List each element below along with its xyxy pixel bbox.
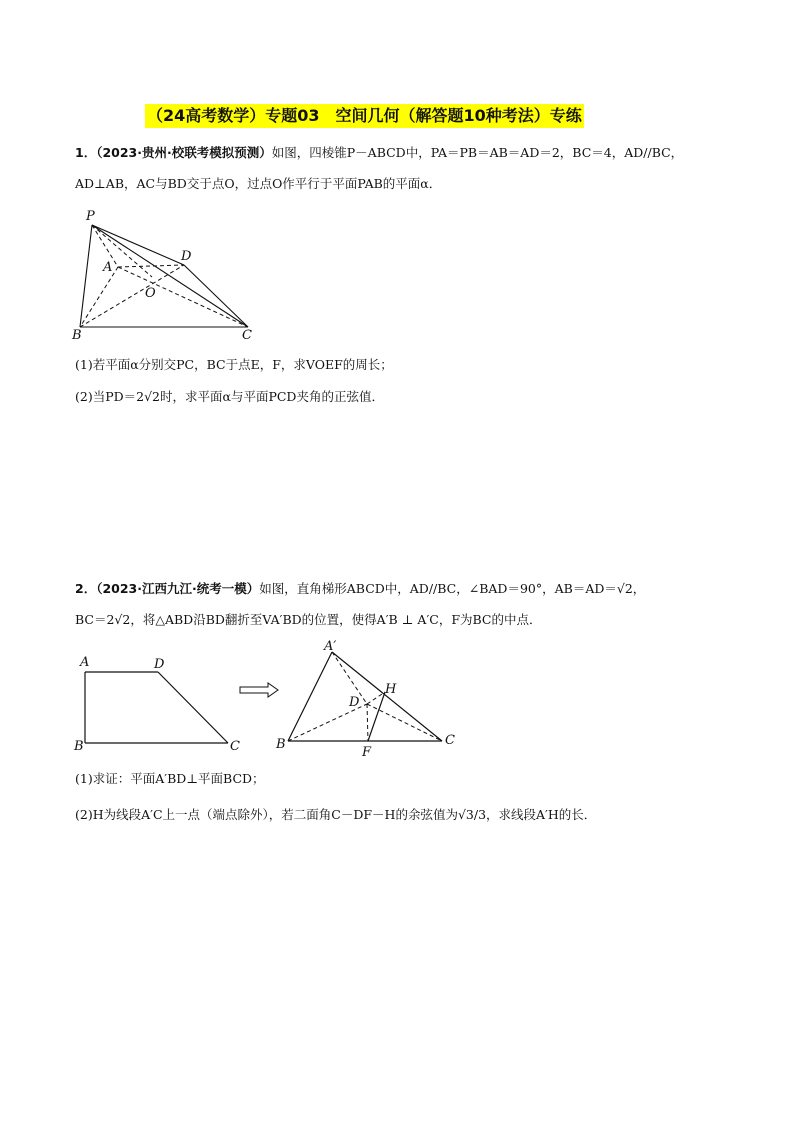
edge-ad bbox=[118, 265, 184, 267]
label-b: B bbox=[74, 739, 84, 754]
edge-dc bbox=[158, 672, 228, 743]
q1-part2: (2)当PD＝2√2时，求平面α与平面PCD夹角的正弦值． bbox=[75, 389, 384, 404]
label-a: A bbox=[103, 260, 113, 275]
label-b: B bbox=[276, 737, 286, 752]
page-title: （24高考数学）专题03 空间几何（解答题10种考法）专练 bbox=[145, 104, 584, 128]
edge-dc bbox=[184, 265, 248, 327]
label-d: D bbox=[154, 657, 165, 672]
q1-number: 1． bbox=[75, 145, 97, 160]
q2-folded-figure bbox=[270, 638, 465, 760]
q2-stem-line1: 如图，直角梯形ABCD中，AD//BC，∠BAD＝90°，AB＝AD＝√2， bbox=[259, 581, 646, 596]
label-a-prime: A′ bbox=[324, 639, 337, 654]
label-h: H bbox=[385, 682, 397, 697]
label-a: A bbox=[80, 655, 90, 670]
q1-part1: (1)若平面α分别交PC，BC于点E，F，求VOEF的周长； bbox=[75, 357, 393, 372]
q2-part2: (2)H为线段A′C上一点（端点除外），若二面角C－DF－H的余弦值为√3/3，求线段A′H的长． bbox=[75, 807, 597, 822]
q1-pyramid-figure bbox=[70, 205, 265, 343]
q1-line1 bbox=[75, 144, 683, 162]
label-d: D bbox=[349, 695, 360, 710]
label-c: C bbox=[445, 733, 455, 748]
label-b: B bbox=[72, 328, 82, 343]
q1-stem-line1: 如图，四棱锥P－ABCD中，PA＝PB＝AB＝AD＝2，BC＝4，AD//BC， bbox=[271, 145, 684, 160]
q1-stem-line2: AD⊥AB，AC与BD交于点O，过点O作平行于平面PAB的平面α． bbox=[75, 176, 442, 191]
q2-source: （2023·江西九江·统考一模） bbox=[96, 581, 260, 596]
label-o: O bbox=[145, 286, 156, 301]
label-f: F bbox=[362, 745, 372, 760]
edge-pd bbox=[92, 225, 184, 265]
seg-df bbox=[367, 704, 368, 741]
seg-fh bbox=[368, 692, 385, 741]
q2-part1: (1)求证：平面A′BD⊥平面BCD； bbox=[75, 771, 265, 786]
q2-trapezoid-figure bbox=[70, 650, 245, 755]
q1-source: （2023·贵州·校联考模拟预测） bbox=[96, 145, 272, 160]
q2-number: 2． bbox=[75, 581, 97, 596]
edge-a-b bbox=[288, 652, 332, 741]
label-c: C bbox=[230, 739, 240, 754]
label-p: P bbox=[86, 209, 95, 224]
edge-pc bbox=[92, 225, 248, 327]
q2-line1 bbox=[75, 580, 645, 598]
label-d: D bbox=[181, 249, 192, 264]
q2-stem-line2: BC＝2√2，将△ABD沿BD翻折至VA′BD的位置，使得A′B ⊥ A′C，F为BC的中点． bbox=[75, 612, 542, 627]
edge-dc bbox=[367, 704, 442, 741]
seg-po bbox=[92, 225, 152, 277]
label-c: C bbox=[242, 328, 252, 343]
diag-ac bbox=[118, 267, 248, 327]
